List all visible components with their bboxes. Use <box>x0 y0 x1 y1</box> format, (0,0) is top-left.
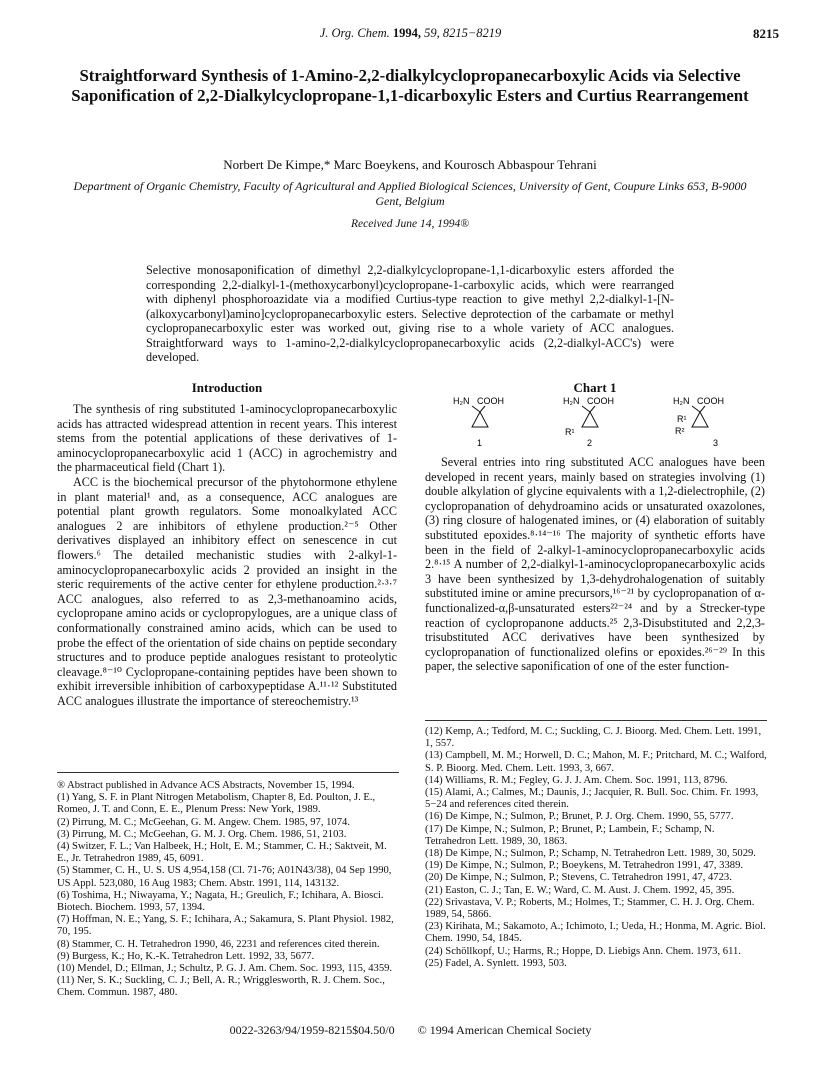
journal-volume-pages: 59, 8215−8219 <box>424 26 502 40</box>
mol3-label: 3 <box>713 438 719 448</box>
footnote: (23) Kirihata, M.; Sakamoto, A.; Ichimoto, I.; Ueda, H.; Honma, M. Agric. Biol. Chem. 1990, 54, 1845. <box>425 921 766 945</box>
chart-1-structures <box>425 394 765 454</box>
mol3-cyclopropane-ring <box>692 412 708 427</box>
footnote: (20) De Kimpe, N.; Sulmon, P.; Stevens, C. Tetrahedron 1991, 47, 4723. <box>425 872 732 884</box>
right-paragraph: Several entries into ring substituted ACC analogues have been developed in recent years, mainly based on strategies involving (1) double alkylation of glycine equivalents with a 1,2-dielectrophile, (2) cyclopropanation of dehydroamino acids or unsaturated oxazolones, (3) ring closure of halogenated imines, or (4) elaboration of suitably substituted epoxides.⁸·¹⁴⁻¹⁶ The majority of synthetic efforts have been in the field of 2-alkyl-1-aminocyclopropanecarboxylic acids 2.⁸·¹⁵ A number of 2,2-dialkyl-1-aminocyclopropanecarboxylic acids 3 have been synthesized by 1,3-dehydrohalogenation of suitably substituted imine or amine precursors,¹⁶⁻²¹ by cyclopropanation of α-functionalized-α,β-unsaturated esters²²⁻²⁴ and by a Strecker-type reaction of cyclopropanone adducts.²⁵ 2,3-Disubstituted and 2,2,3-trisubstituted ACC derivatives have been synthesized by cyclopropanation of functionalized olefins or epoxides.²⁶⁻²⁹ In this paper, the selective saponification of one of the ester function- <box>425 455 765 674</box>
footnote: (5) Stammer, C. H., U. S. US 4,954,158 (Cl. 71-76; A01N43/38), 04 Sep 1990, US Appl. 523,080, 16 Aug 1983; Chem. Abstr. 1991, 114, 143132. <box>57 865 392 889</box>
journal-year: 1994, <box>392 26 421 40</box>
right-footnote-rule <box>425 720 767 721</box>
article-title: Straightforward Synthesis of 1-Amino-2,2-dialkylcyclopropanecarboxylic Acids via Selective Saponification of 2,2-Dialkylcyclopropane-1,1-dicarboxylic Esters and Curtius Rearrangement <box>71 66 749 105</box>
mol2-acid: COOH <box>587 396 614 406</box>
mol3-bond-acid <box>700 406 705 412</box>
mol1-amine: H₂N <box>453 396 470 406</box>
mol1-label: 1 <box>477 438 483 448</box>
mol1-bond-amine <box>472 406 480 412</box>
footnote: (3) Pirrung, M. C.; McGeehan, G. M. J. Org. Chem. 1986, 51, 2103. <box>57 828 347 840</box>
affiliation: Department of Organic Chemistry, Faculty of Agricultural and Applied Biological Sciences, University of Gent, Coupure Links 653, B-9000 Gent, Belgium <box>73 179 747 208</box>
right-column-body <box>425 455 765 674</box>
mol1-bond-acid <box>480 406 485 412</box>
molecule-1 <box>453 396 504 448</box>
chart-heading: Chart 1 <box>573 380 617 395</box>
abstract: Selective monosaponification of dimethyl 2,2-dialkylcyclopropane-1,1-dicarboxylic esters afforded the corresponding 2,2-dialkyl-1-(methoxycarbonyl)cyclopropane-1-carboxylic acids, which were rearranged with diphenyl phosphoroazidate via a modified Curtius-type reaction to give methyl 2,2-dialkyl-1-[N-(alkoxycarbonyl)amino]cyclopropanecarboxylic esters. Selective deprotection of the carbamate or methyl cyclopropanecarboxylic ester was worked out, giving rise to a whole variety of ACC analogues. Straightforward ways to 1-amino-2,2-dialkylcyclopropanecarboxylic acids (2,2-dialkyl-ACC's) were developed. <box>146 263 674 364</box>
footnote: (4) Switzer, F. L.; Van Halbeek, H.; Holt, E. M.; Stammer, C. H.; Saktveit, M. E., Jr. Tetrahedron 1989, 45, 6091. <box>57 841 387 865</box>
molecule-2 <box>563 396 614 448</box>
footnote: (16) De Kimpe, N.; Sulmon, P.; Brunet, P. J. Org. Chem. 1990, 55, 5777. <box>425 811 734 823</box>
footnote: (12) Kemp, A.; Tedford, M. C.; Suckling, C. J. Bioorg. Med. Chem. Lett. 1991, 1, 557. <box>425 726 762 750</box>
journal-citation <box>0 26 821 41</box>
author-list: Norbert De Kimpe,* Marc Boeykens, and Kourosch Abbaspour Tehrani <box>223 157 597 172</box>
mol3-acid: COOH <box>697 396 724 406</box>
mol1-acid: COOH <box>477 396 504 406</box>
mol3-bond-amine <box>692 406 700 412</box>
mol3-amine: H₂N <box>673 396 690 406</box>
mol1-cyclopropane-ring <box>472 412 488 427</box>
mol2-cyclopropane-ring <box>582 412 598 427</box>
footnote: (18) De Kimpe, N.; Sulmon, P.; Schamp, N. Tetrahedron Lett. 1989, 30, 5029. <box>425 848 756 860</box>
article-code: 0022-3263/94/1959-8215$04.50/0 <box>229 1023 395 1037</box>
received-date: Received June 14, 1994® <box>351 218 469 230</box>
mol2-label: 2 <box>587 438 593 448</box>
footnote: (6) Toshima, H.; Niwayama, Y.; Nagata, H.; Greulich, F.; Ichihara, A. Biosci. Biotech. Biochem. 1993, 57, 1394. <box>57 889 384 914</box>
intro-paragraph-2: ACC is the biochemical precursor of the phytohormone ethylene in plant material¹ and, as a consequence, ACC analogues are potential plant growth regulators. Some monoalkylated ACC analogues 2 are inhibitors of ethylene production.²⁻⁵ Other derivatives displayed an inhibitory effect on senescence in cut flowers.⁶ The detailed mechanistic studies with 2-alkyl-1-aminocyclopropanecarboxylic acids 2 provided an insight in the steric requirements of the active center for ethylene production.²·³·⁷ ACC analogues, also referred to as 2,3-methanoamino acids, cyclopropane amino acids or cyclopropylogues, are a unique class of conformationally constrained amino acids, which can be used to probe the effect of the orientation of side chains on peptide secondary structures and to produce peptide analogues resistant to proteolytic cleavage.⁸⁻¹⁰ Cyclopropane-containing peptides have been shown to exhibit irreversible inhibition of carboxypeptidase A.¹¹·¹² Substituted ACC analogues illustrate the importance of stereochemistry.¹³ <box>57 474 397 708</box>
mol3-r2: R² <box>675 426 685 436</box>
footnote: (10) Mendel, D.; Ellman, J.; Schultz, P. G. J. Am. Chem. Soc. 1993, 115, 4359. <box>57 963 393 975</box>
journal-name: J. Org. Chem. <box>319 26 390 40</box>
footnote: (15) Alami, A.; Calmes, M.; Daunis, J.; Jacquier, R. Bull. Soc. Chim. Fr. 1993, 5−24 and references cited therein. <box>425 787 759 811</box>
introduction-body <box>57 402 397 708</box>
footnotes-right <box>425 726 767 970</box>
page-footer <box>0 1023 821 1038</box>
footnote: (22) Srivastava, V. P.; Roberts, M.; Holmes, T.; Stammer, C. H. J. Org. Chem. 1989, 54, 5866. <box>425 896 755 921</box>
mol2-r1: R¹ <box>565 427 575 437</box>
footnote: (25) Fadel, A. Synlett. 1993, 503. <box>425 957 567 969</box>
footnote: (7) Hoffman, N. E.; Yang, S. F.; Ichihara, A.; Sakamura, S. Plant Physiol. 1982, 70, 195. <box>57 914 394 938</box>
footnote: (21) Easton, C. J.; Tan, E. W.; Ward, C. M. Aust. J. Chem. 1992, 45, 395. <box>425 884 735 896</box>
running-header <box>0 26 821 44</box>
introduction-heading: Introduction <box>191 380 263 395</box>
footnote: (13) Campbell, M. M.; Horwell, D. C.; Mahon, M. F.; Pritchard, M. C.; Walford, S. P. Bioorg. Med. Chem. Lett. 1993, 3, 667. <box>425 750 767 774</box>
mol2-bond-amine <box>582 406 590 412</box>
footnote: (24) Schöllkopf, U.; Harms, R.; Hoppe, D. Liebigs Ann. Chem. 1973, 611. <box>425 945 741 957</box>
footnote: (2) Pirrung, M. C.; McGeehan, G. M. Angew. Chem. 1985, 97, 1074. <box>57 816 350 828</box>
intro-paragraph-1: The synthesis of ring substituted 1-aminocyclopropanecarboxylic acids has attracted widespread attention in recent years. This interest stems from the potential applications of these derivatives of 1-aminocyclopropanecarboxylic acid 1 (ACC) in agrochemistry and the pharmaceutical field (Chart 1). <box>57 402 397 475</box>
footnote: (17) De Kimpe, N.; Sulmon, P.; Brunet, P.; Lambein, F.; Schamp, N. Tetrahedron Lett. 1989, 30, 1863. <box>425 823 715 847</box>
footnote: (19) De Kimpe, N.; Sulmon, P.; Boeykens, M. Tetrahedron 1991, 47, 3389. <box>425 860 744 872</box>
footnotes-left <box>57 780 399 1000</box>
footnote: ® Abstract published in Advance ACS Abstracts, November 15, 1994. <box>57 780 355 791</box>
mol2-bond-acid <box>590 406 595 412</box>
page-number: 8215 <box>753 26 779 41</box>
mol3-r1: R¹ <box>677 414 687 424</box>
footnote: (14) Williams, R. M.; Fegley, G. J. J. Am. Chem. Soc. 1991, 113, 8796. <box>425 774 728 786</box>
mol2-amine: H₂N <box>563 396 580 406</box>
footnote: (9) Burgess, K.; Ho, K.-K. Tetrahedron Lett. 1992, 33, 5677. <box>57 950 315 962</box>
molecule-3 <box>673 396 724 448</box>
left-footnote-rule <box>57 772 399 773</box>
footnote: (1) Yang, S. F. in Plant Nitrogen Metabolism, Chapter 8, Ed. Poulton, J. E., Romeo, J. T. and Conn, E. E., Plenum Press: New York, 1989. <box>57 792 376 816</box>
footnote: (8) Stammer, C. H. Tetrahedron 1990, 46, 2231 and references cited therein. <box>57 938 380 950</box>
footnote: (11) Ner, S. K.; Suckling, C. J.; Bell, A. R.; Wrigglesworth, R. J. Chem. Soc., Chem. Commun. 1987, 480. <box>57 975 385 999</box>
copyright: © 1994 American Chemical Society <box>417 1023 592 1037</box>
